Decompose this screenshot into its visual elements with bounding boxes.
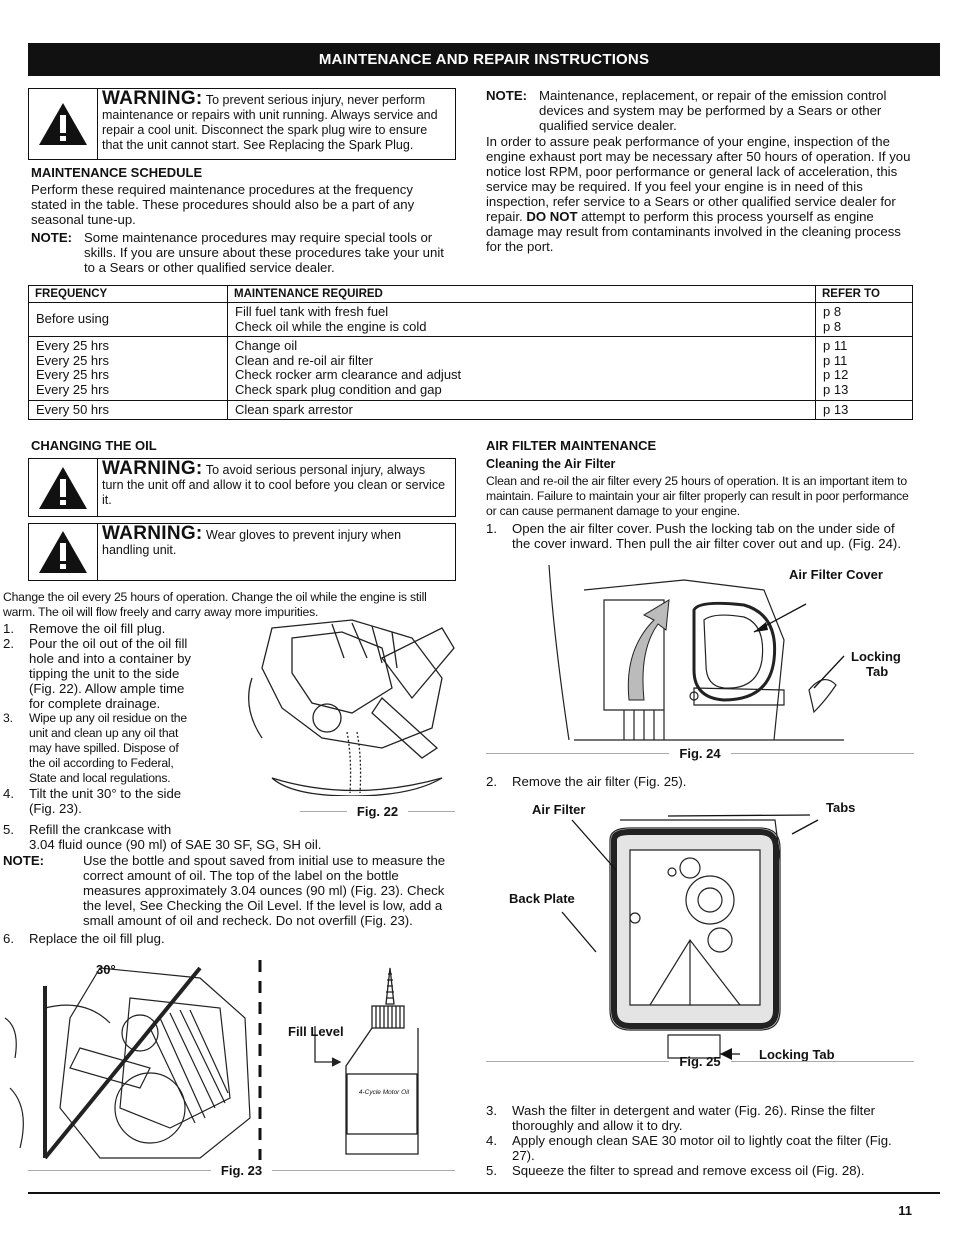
oil-step-5 xyxy=(3,822,455,852)
oil-intro: Change the oil every 25 hours of operation. Change the oil while the engine is still warm. The oil will flow freely and carry away more impurities. xyxy=(3,590,427,619)
air-filter-step-1 xyxy=(486,521,912,551)
warning-triangle-icon xyxy=(29,89,98,159)
section-banner: MAINTENANCE AND REPAIR INSTRUCTIONS xyxy=(28,43,940,76)
oil-bottle-illustration xyxy=(300,966,420,1158)
list-item: 1. Remove the oil fill plug. xyxy=(3,621,166,636)
dashed-divider xyxy=(256,960,264,1160)
warning-text: WARNING: Wear gloves to prevent injury when handling unit. xyxy=(102,523,402,557)
fig-25-callout-lines xyxy=(560,812,840,957)
cleaning-air-filter-subheading: Cleaning the Air Filter xyxy=(486,457,616,471)
fig-22-illustration xyxy=(232,618,456,796)
emission-paragraph: In order to assure peak performance of your engine, inspection of the engine exhaust port may be necessary after 50 hours of operation. If you notice lost RPM, poor performance or general lack of acceleration, this service may be required. If you feel your engine is in need of this inspection, refer service to a Sears or other qualified service dealer for repair. DO NOT attempt to perform this process yourself as engine damage may result from contaminants involved in the cleaning process for the port. xyxy=(486,134,911,254)
warning-label: WARNING: xyxy=(102,458,203,479)
tabs-label: Tabs xyxy=(826,800,856,815)
schedule-note: NOTE: Some maintenance procedures may require special tools or skills. If you are unsure about these procedures take your unit to a Sears or other qualified service dealer. xyxy=(31,230,444,275)
air-filter-label: Air Filter xyxy=(532,802,586,817)
list-item: 1. Open the air filter cover. Push the locking tab on the under side of the cover inward. Then pull the air filter cover out and up. (Fig. 24). xyxy=(486,521,901,551)
emission-note: NOTE: Maintenance, replacement, or repair of the emission control devices and system may be performed by a Sears or other qualified service dealer. xyxy=(486,88,887,133)
col-refer-to: REFER TO xyxy=(816,286,913,303)
maintenance-schedule-table xyxy=(28,285,913,420)
page-number: 11 xyxy=(898,1203,912,1218)
list-item: 2. Pour the oil out of the oil fill hole and into a container by tipping the unit to the side (Fig. 22). Allow ample time for complete drainage. xyxy=(3,636,192,711)
oil-note: NOTE: Use the bottle and spout saved from initial use to measure the correct amount of oil. The top of the label on the bottle measures approximately 3.04 ounces (90 ml) (Fig. 23). Check the level, See Checking the Oil Level. If the level is low, add a small amount of oil and recheck. Do not overfill (Fig. 23). xyxy=(3,853,446,928)
locking-tab-label-2: Tab xyxy=(866,664,889,679)
locking-tab-label: Locking Tab xyxy=(759,1047,835,1062)
col-frequency: FREQUENCY xyxy=(29,286,228,303)
warning-text: WARNING: To prevent serious injury, never perform maintenance or repairs with unit running. Always service and repair a cool unit. Disconnect the spark plug wire to ensure that the unit cannot start. See Replacing the Spark Plug. xyxy=(102,88,438,152)
bottle-label-text: 4-Cycle Motor Oil xyxy=(358,1089,410,1096)
warning-text: WARNING: To avoid serious personal injury, always turn the unit off and allow it to cool before you clean or service it. xyxy=(102,458,446,507)
list-item: 3. Wash the filter in detergent and water (Fig. 26). Rinse the filter thoroughly and allow it to dry. xyxy=(486,1103,876,1133)
oil-steps-list xyxy=(3,621,243,816)
air-filter-heading: AIR FILTER MAINTENANCE xyxy=(486,438,657,453)
list-item: 5. Squeeze the filter to spread and remove excess oil (Fig. 28). xyxy=(486,1163,865,1178)
air-filter-steps-list xyxy=(486,1103,914,1178)
table-row: Every 50 hrs Clean spark arrestor p 13 xyxy=(29,400,913,420)
fig-22-caption: Fig. 22 xyxy=(300,804,455,819)
table-row: Before using Fill fuel tank with fresh fuel Check oil while the engine is cold p 8 p 8 xyxy=(29,303,913,337)
table-row: Every 25 hrs Every 25 hrs Every 25 hrs Every 25 hrs Change oil Clean and re-oil air filter Check rocker arm clearance and adjust Check spark plug condition and gap p 11 p 11 p 12 p 13 xyxy=(29,337,913,400)
warning-box-cool xyxy=(28,458,456,517)
col-maintenance-required: MAINTENANCE REQUIRED xyxy=(228,286,816,303)
air-filter-cover-label: Air Filter Cover xyxy=(789,567,883,582)
list-item: 3. Wipe up any oil residue on the unit and clean up any oil that may have spilled. Dispose of the oil according to Federal, State and local regulations. xyxy=(3,711,187,785)
angle-label: 30° xyxy=(96,962,116,977)
list-item: 4. Tilt the unit 30° to the side (Fig. 23). xyxy=(3,786,182,816)
fig-24-caption: Fig. 24 xyxy=(486,746,914,761)
footer-rule xyxy=(28,1192,940,1194)
air-filter-intro: Clean and re-oil the air filter every 25 hours of operation. It is an important item to maintain. Failure to maintain your air filter properly can result in poor performance or can cause permanent damage to your engine. xyxy=(486,474,909,518)
back-plate-label: Back Plate xyxy=(509,891,575,906)
fill-level-label: Fill Level xyxy=(288,1024,344,1039)
list-item: 5. Refill the crankcase with 3.04 fluid ounce (90 ml) of SAE 30 SF, SG, SH oil. xyxy=(3,822,322,852)
fig-25-caption: Fig. 25 xyxy=(486,1054,914,1069)
warning-triangle-icon xyxy=(29,524,98,580)
fig-24-illustration xyxy=(544,560,854,745)
warning-box-gloves xyxy=(28,523,456,581)
maintenance-schedule-heading: MAINTENANCE SCHEDULE xyxy=(31,165,203,180)
warning-label: WARNING: xyxy=(102,523,203,544)
list-item: 4. Apply enough clean SAE 30 motor oil to lightly coat the filter (Fig. 27). xyxy=(486,1133,892,1163)
maintenance-schedule-paragraph: Perform these required maintenance procedures at the frequency stated in the table. These procedures should also be a part of any seasonal tune-up. xyxy=(31,182,415,227)
air-filter-step-2 xyxy=(486,774,912,789)
warning-triangle-icon xyxy=(29,459,98,516)
list-item: 6. Replace the oil fill plug. xyxy=(3,931,165,946)
table-header-row xyxy=(29,286,913,303)
list-item: 2. Remove the air filter (Fig. 25). xyxy=(486,774,687,789)
locking-tab-label-1: Locking xyxy=(851,649,901,664)
fig-23-caption: Fig. 23 xyxy=(28,1163,455,1178)
warning-label: WARNING: xyxy=(102,88,203,109)
warning-box-service xyxy=(28,88,456,160)
changing-oil-heading: CHANGING THE OIL xyxy=(31,438,157,453)
oil-step-6 xyxy=(3,931,453,946)
fig-23-illustration xyxy=(0,958,260,1163)
